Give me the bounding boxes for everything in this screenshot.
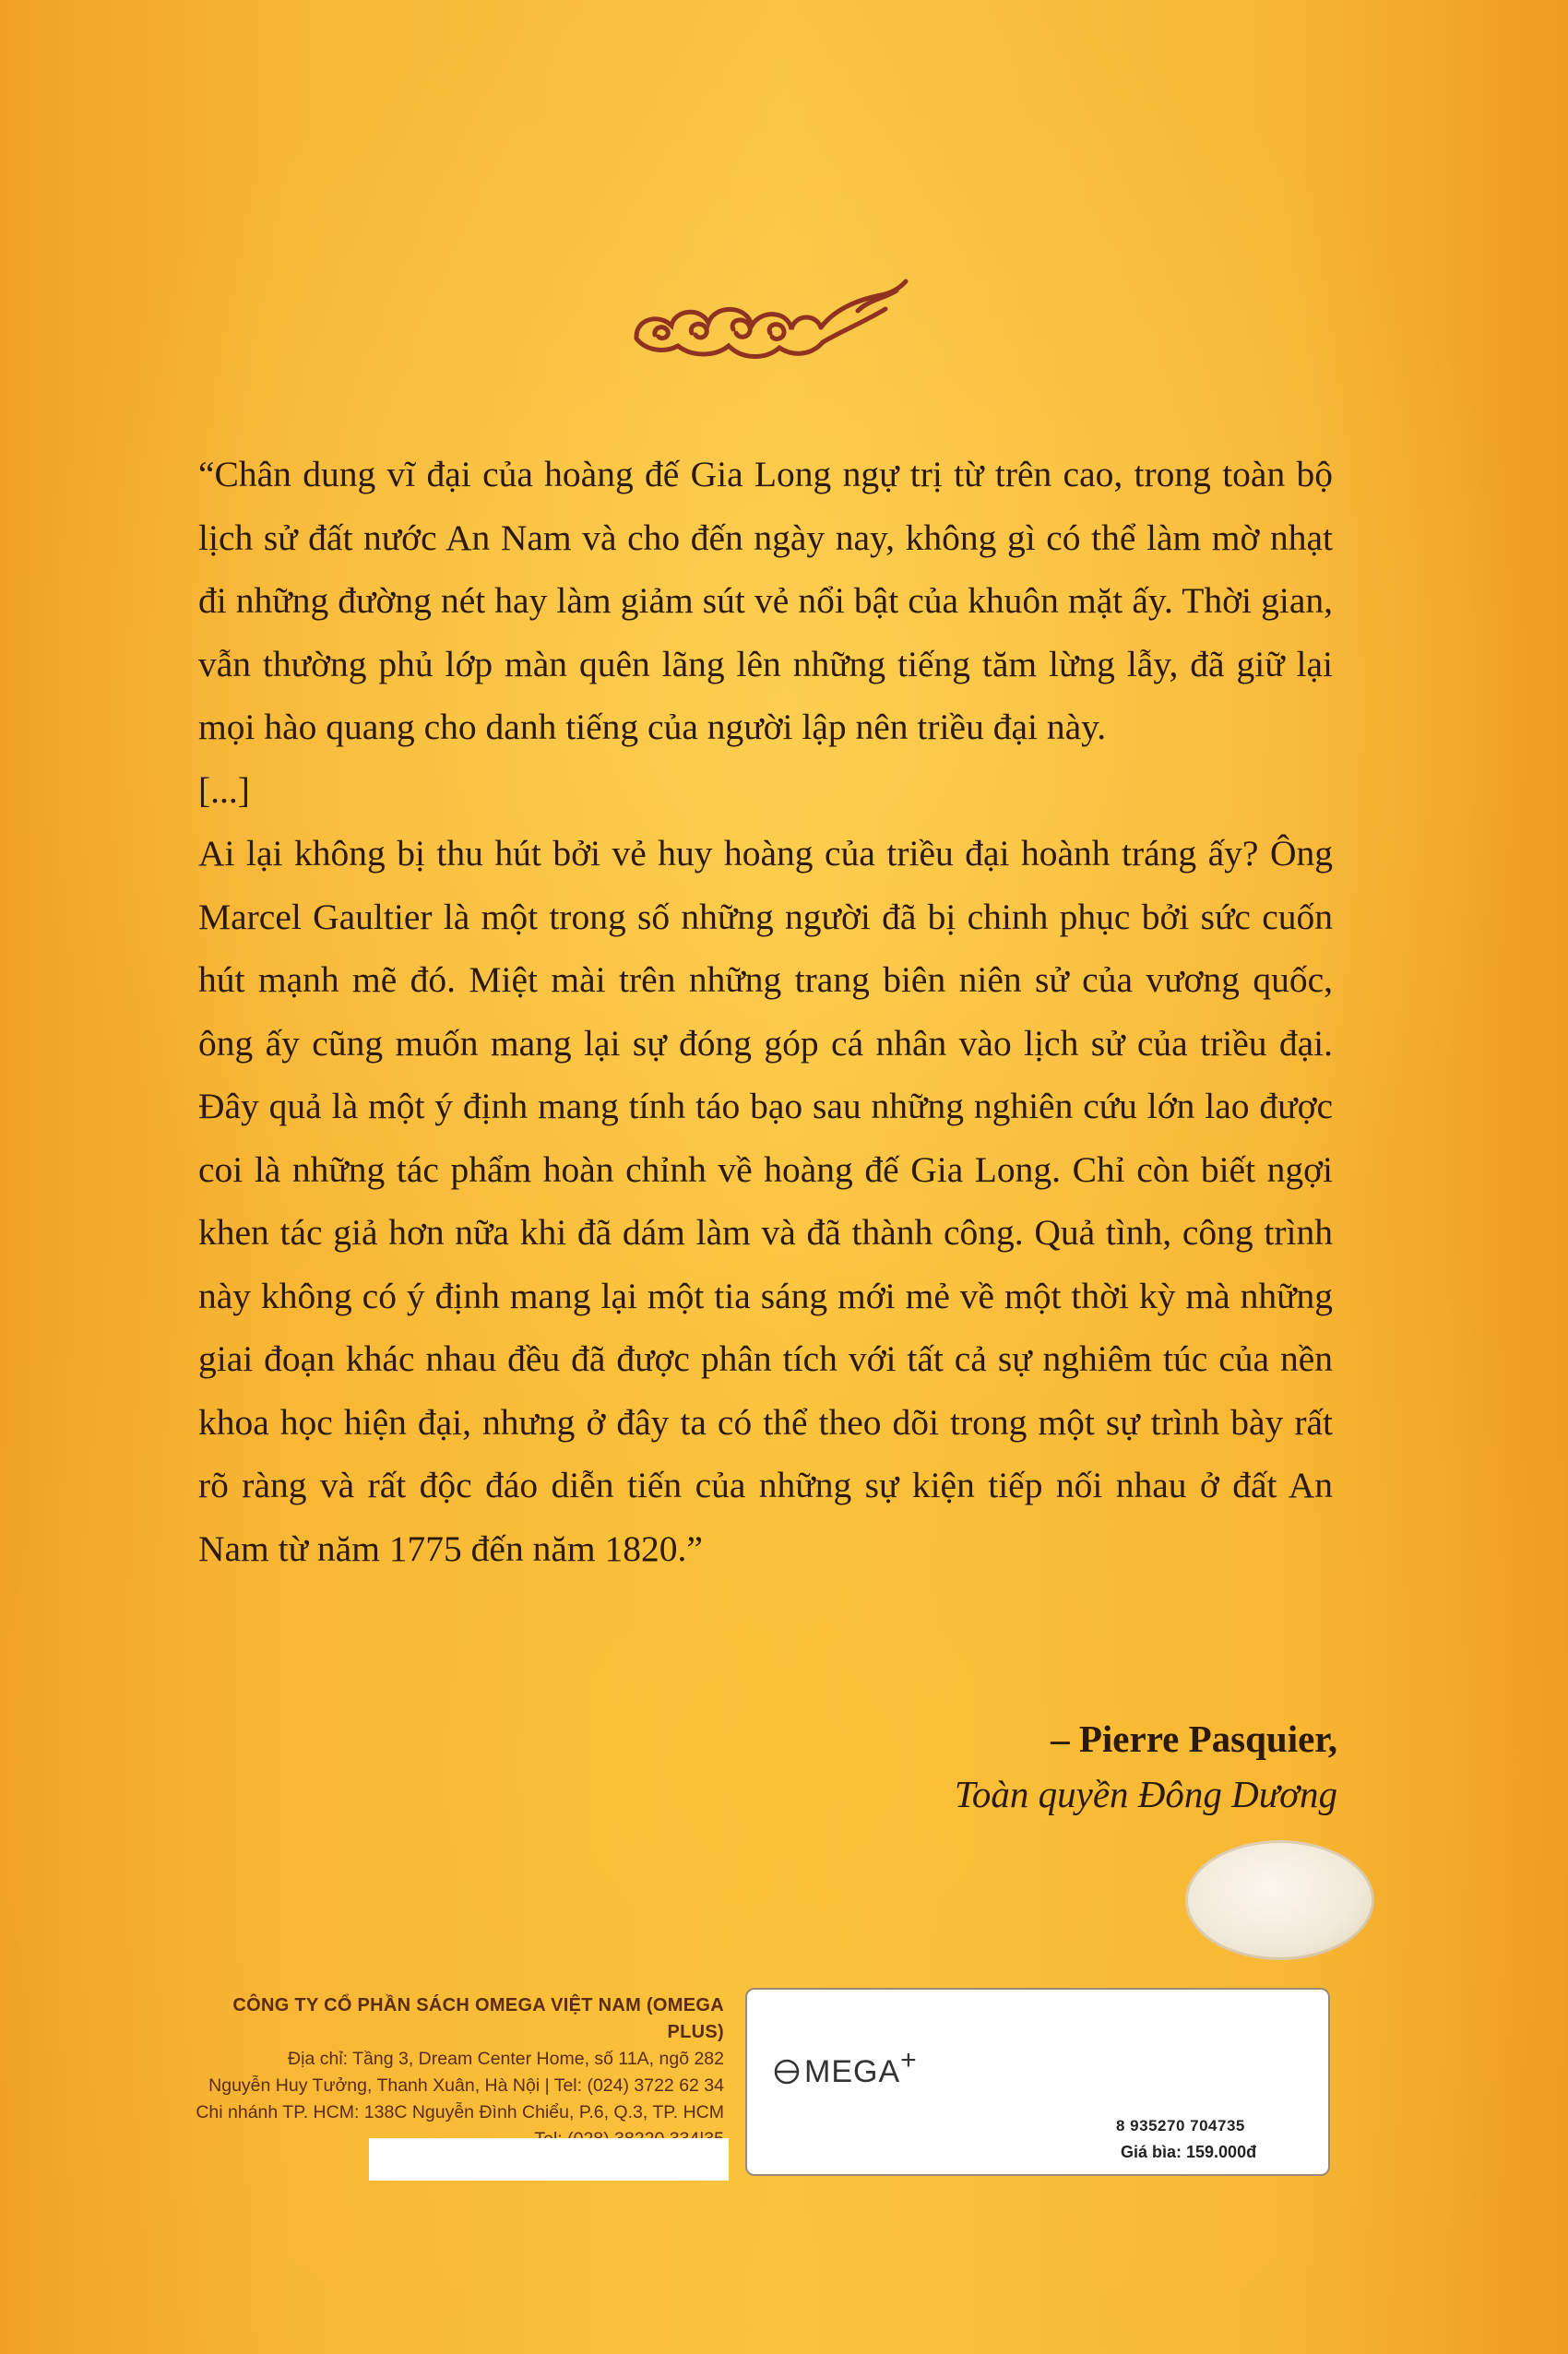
hologram-seal [1185, 1840, 1374, 1960]
publisher-branch-line: Chi nhánh TP. HCM: 138C Nguyễn Đình Chiểu, P.6, Q.3, TP. HCM [196, 2102, 724, 2122]
publisher-info [184, 1992, 724, 2153]
attribution [955, 1711, 1337, 1822]
quote-paragraph: Ai lại không bị thu hút bởi vẻ huy hoàng của triều đại hoành tráng ấy? Ông Marcel Gaultier là một trong số những người đã bị chinh phục bởi sức cuốn hút mạnh mẽ đó. Miệt mài trên những trang biên niên sử của vương quốc, ông ấy cũng muốn mang lại sự đóng góp cá nhân vào lịch sử của triều đại. Đây quả là một ý định mang tính táo bạo sau những nghiên cứu lớn lao được coi là những tác phẩm hoàn chỉnh về hoàng đế Gia Long. Chỉ còn biết ngợi khen tác giả hơn nữa khi đã dám làm và đã thành công. Quả tình, công trình này không có ý định mang lại một tia sáng mới mẻ về một thời kỳ mà những giai đoạn khác nhau đều đã được phân tích với tất cả sự nghiêm túc của nền khoa học hiện đại, nhưng ở đây ta có thể theo dõi trong một sự trình bày rất rõ ràng và rất độc đáo diễn tiến của những sự kiện tiếp nối nhau ở đất An Nam từ năm 1775 đến năm 1820.” [198, 833, 1333, 1569]
attribution-role: Toàn quyền Đông Dương [954, 1773, 1337, 1815]
omega-circle-icon [773, 2058, 801, 2086]
publisher-address-line: Nguyễn Huy Tưởng, Thanh Xuân, Hà Nội | Tel: (024) 3722 62 34 [208, 2075, 724, 2096]
publisher-address-line: Địa chỉ: Tầng 3, Dream Center Home, số 11A, ngõ 282 [288, 2049, 724, 2069]
price-label [745, 1988, 1330, 2176]
attribution-name: – Pierre Pasquier, [1051, 1718, 1337, 1760]
omega-logo-plus: + [900, 2045, 918, 2075]
barcode-number: 8 935270 704735 [1116, 2117, 1245, 2134]
publisher-company: CÔNG TY CỔ PHẦN SÁCH OMEGA VIỆT NAM (OMEGA PLUS) [232, 1995, 724, 2042]
omega-logo [773, 2045, 918, 2090]
quote-text [198, 443, 1333, 1580]
cover-price: Giá bìa: 159.000đ [1121, 2143, 1257, 2161]
quote-paragraph: “Chân dung vĩ đại của hoàng đế Gia Long ngự trị từ trên cao, trong toàn bộ lịch sử đất nước An Nam và cho đến ngày nay, không gì có thể làm mờ nhạt đi những đường nét hay làm giảm sút vẻ nổi bật của khuôn mặt ấy. Thời gian, vẫn thường phủ lớp màn quên lãng lên những tiếng tăm lừng lẫy, đã giữ lại mọi hào quang cho danh tiếng của người lập nên triều đại này. [198, 454, 1333, 747]
quote-ellipsis: [...] [198, 769, 250, 811]
blank-sticker [369, 2138, 729, 2181]
omega-logo-text: MEGA [804, 2054, 901, 2089]
cloud-ornament-icon [627, 272, 913, 374]
